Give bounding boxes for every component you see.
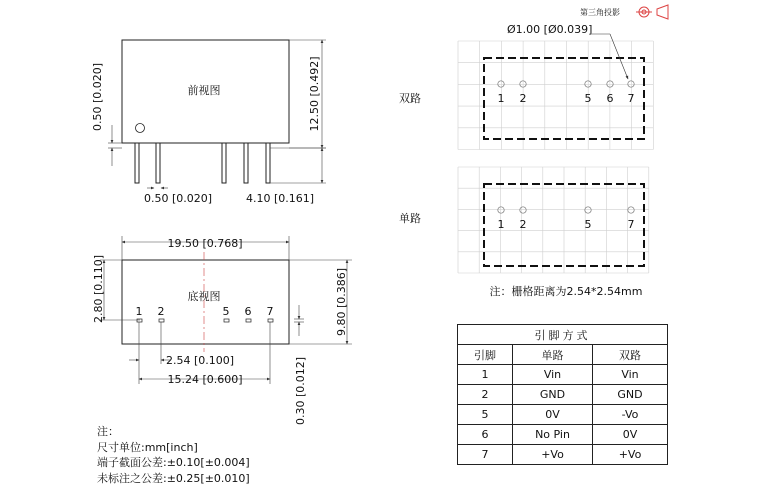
single-function: Vin — [513, 365, 593, 385]
dual-pin-label: 1 — [497, 92, 505, 105]
bottom-pin-labels — [136, 305, 274, 318]
dim-length: 19.50 [0.768] — [167, 237, 243, 250]
table-row — [458, 405, 668, 425]
single-pin-label: 1 — [497, 218, 505, 231]
single-pin-label: 5 — [584, 218, 592, 231]
pin-function-table — [457, 324, 668, 465]
pin-table-caption: 引脚方式 — [458, 325, 668, 345]
bottom-pin-label: 6 — [244, 305, 252, 318]
dual-function: 0V — [593, 425, 668, 445]
dual-function: -Vo — [593, 405, 668, 425]
single-pin-holes — [498, 207, 634, 213]
dual-pin-label: 7 — [627, 92, 635, 105]
pin-number: 6 — [458, 425, 513, 445]
table-row — [458, 365, 668, 385]
notes-block — [97, 424, 250, 486]
projection-label: 第三角投影 — [580, 8, 620, 17]
grid-note: 注：栅格距离为2.54*2.54mm — [489, 285, 643, 298]
pin1-marker — [136, 124, 145, 133]
single-function: +Vo — [513, 445, 593, 465]
bottom-pin-label: 7 — [266, 305, 274, 318]
dual-pin-labels — [498, 92, 635, 105]
bottom-pin-label: 2 — [157, 305, 165, 318]
dual-pin-label: 6 — [606, 92, 614, 105]
dim-edge-offset: 2.80 [0.110] — [92, 254, 105, 324]
notes-general-tolerance: 未标注之公差:±0.25[±0.010] — [97, 471, 250, 485]
single-pin-label: 7 — [627, 218, 635, 231]
front-view-label: 前视图 — [187, 84, 221, 97]
notes-units: 尺寸单位:mm[inch] — [97, 440, 198, 454]
table-row — [458, 425, 668, 445]
pcb-grid-single — [458, 167, 649, 273]
dim-standoff: 0.50 [0.020] — [91, 62, 104, 132]
pin-number: 7 — [458, 445, 513, 465]
dim-total-height: 12.50 [0.492] — [308, 56, 321, 132]
dual-pin-label: 5 — [584, 92, 592, 105]
single-label: 单路 — [399, 212, 421, 225]
bottom-pin-holes — [137, 319, 273, 322]
pin-number: 2 — [458, 385, 513, 405]
bottom-pin-label: 5 — [222, 305, 230, 318]
projection-symbol — [580, 5, 668, 19]
dual-function: GND — [593, 385, 668, 405]
single-function: No Pin — [513, 425, 593, 445]
dim-pin-width: 0.50 [0.020] — [143, 192, 213, 205]
dim-pin-length: 4.10 [0.161] — [245, 192, 315, 205]
dim-pin-thickness: 0.30 [0.012] — [294, 356, 307, 426]
notes-pin-tolerance: 端子截面公差:±0.10[±0.004] — [97, 456, 250, 469]
dim-width: 9.80 [0.386] — [335, 267, 348, 337]
pin-number: 5 — [458, 405, 513, 425]
dual-label: 双路 — [399, 92, 421, 105]
pcb-grid-dual — [458, 34, 653, 150]
table-row — [458, 445, 668, 465]
single-pin-label: 2 — [519, 218, 527, 231]
pin-table-header: 双路 — [593, 345, 668, 365]
bottom-pin-label: 1 — [135, 305, 143, 318]
notes-title: 注： — [97, 425, 119, 438]
dual-outline — [484, 58, 644, 139]
dual-pin-label: 2 — [519, 92, 527, 105]
bottom-view-label: 底视图 — [187, 290, 221, 303]
dual-function: +Vo — [593, 445, 668, 465]
third-angle-icon — [636, 5, 668, 19]
hole-dimension: Ø1.00 [Ø0.039] — [507, 23, 593, 36]
single-function: 0V — [513, 405, 593, 425]
single-function: GND — [513, 385, 593, 405]
dual-function: Vin — [593, 365, 668, 385]
front-dim-lines — [108, 40, 326, 188]
dual-pin-holes — [498, 81, 634, 87]
table-row — [458, 385, 668, 405]
pin-table-header: 引脚 — [458, 345, 513, 365]
single-pin-labels — [498, 218, 635, 231]
dim-pitch: 2.54 [0.100] — [165, 354, 235, 367]
dim-span: 15.24 [0.600] — [167, 373, 243, 386]
pin-number: 1 — [458, 365, 513, 385]
front-view-pins — [135, 143, 270, 183]
pin-table-header: 单路 — [513, 345, 593, 365]
front-view — [108, 40, 326, 188]
